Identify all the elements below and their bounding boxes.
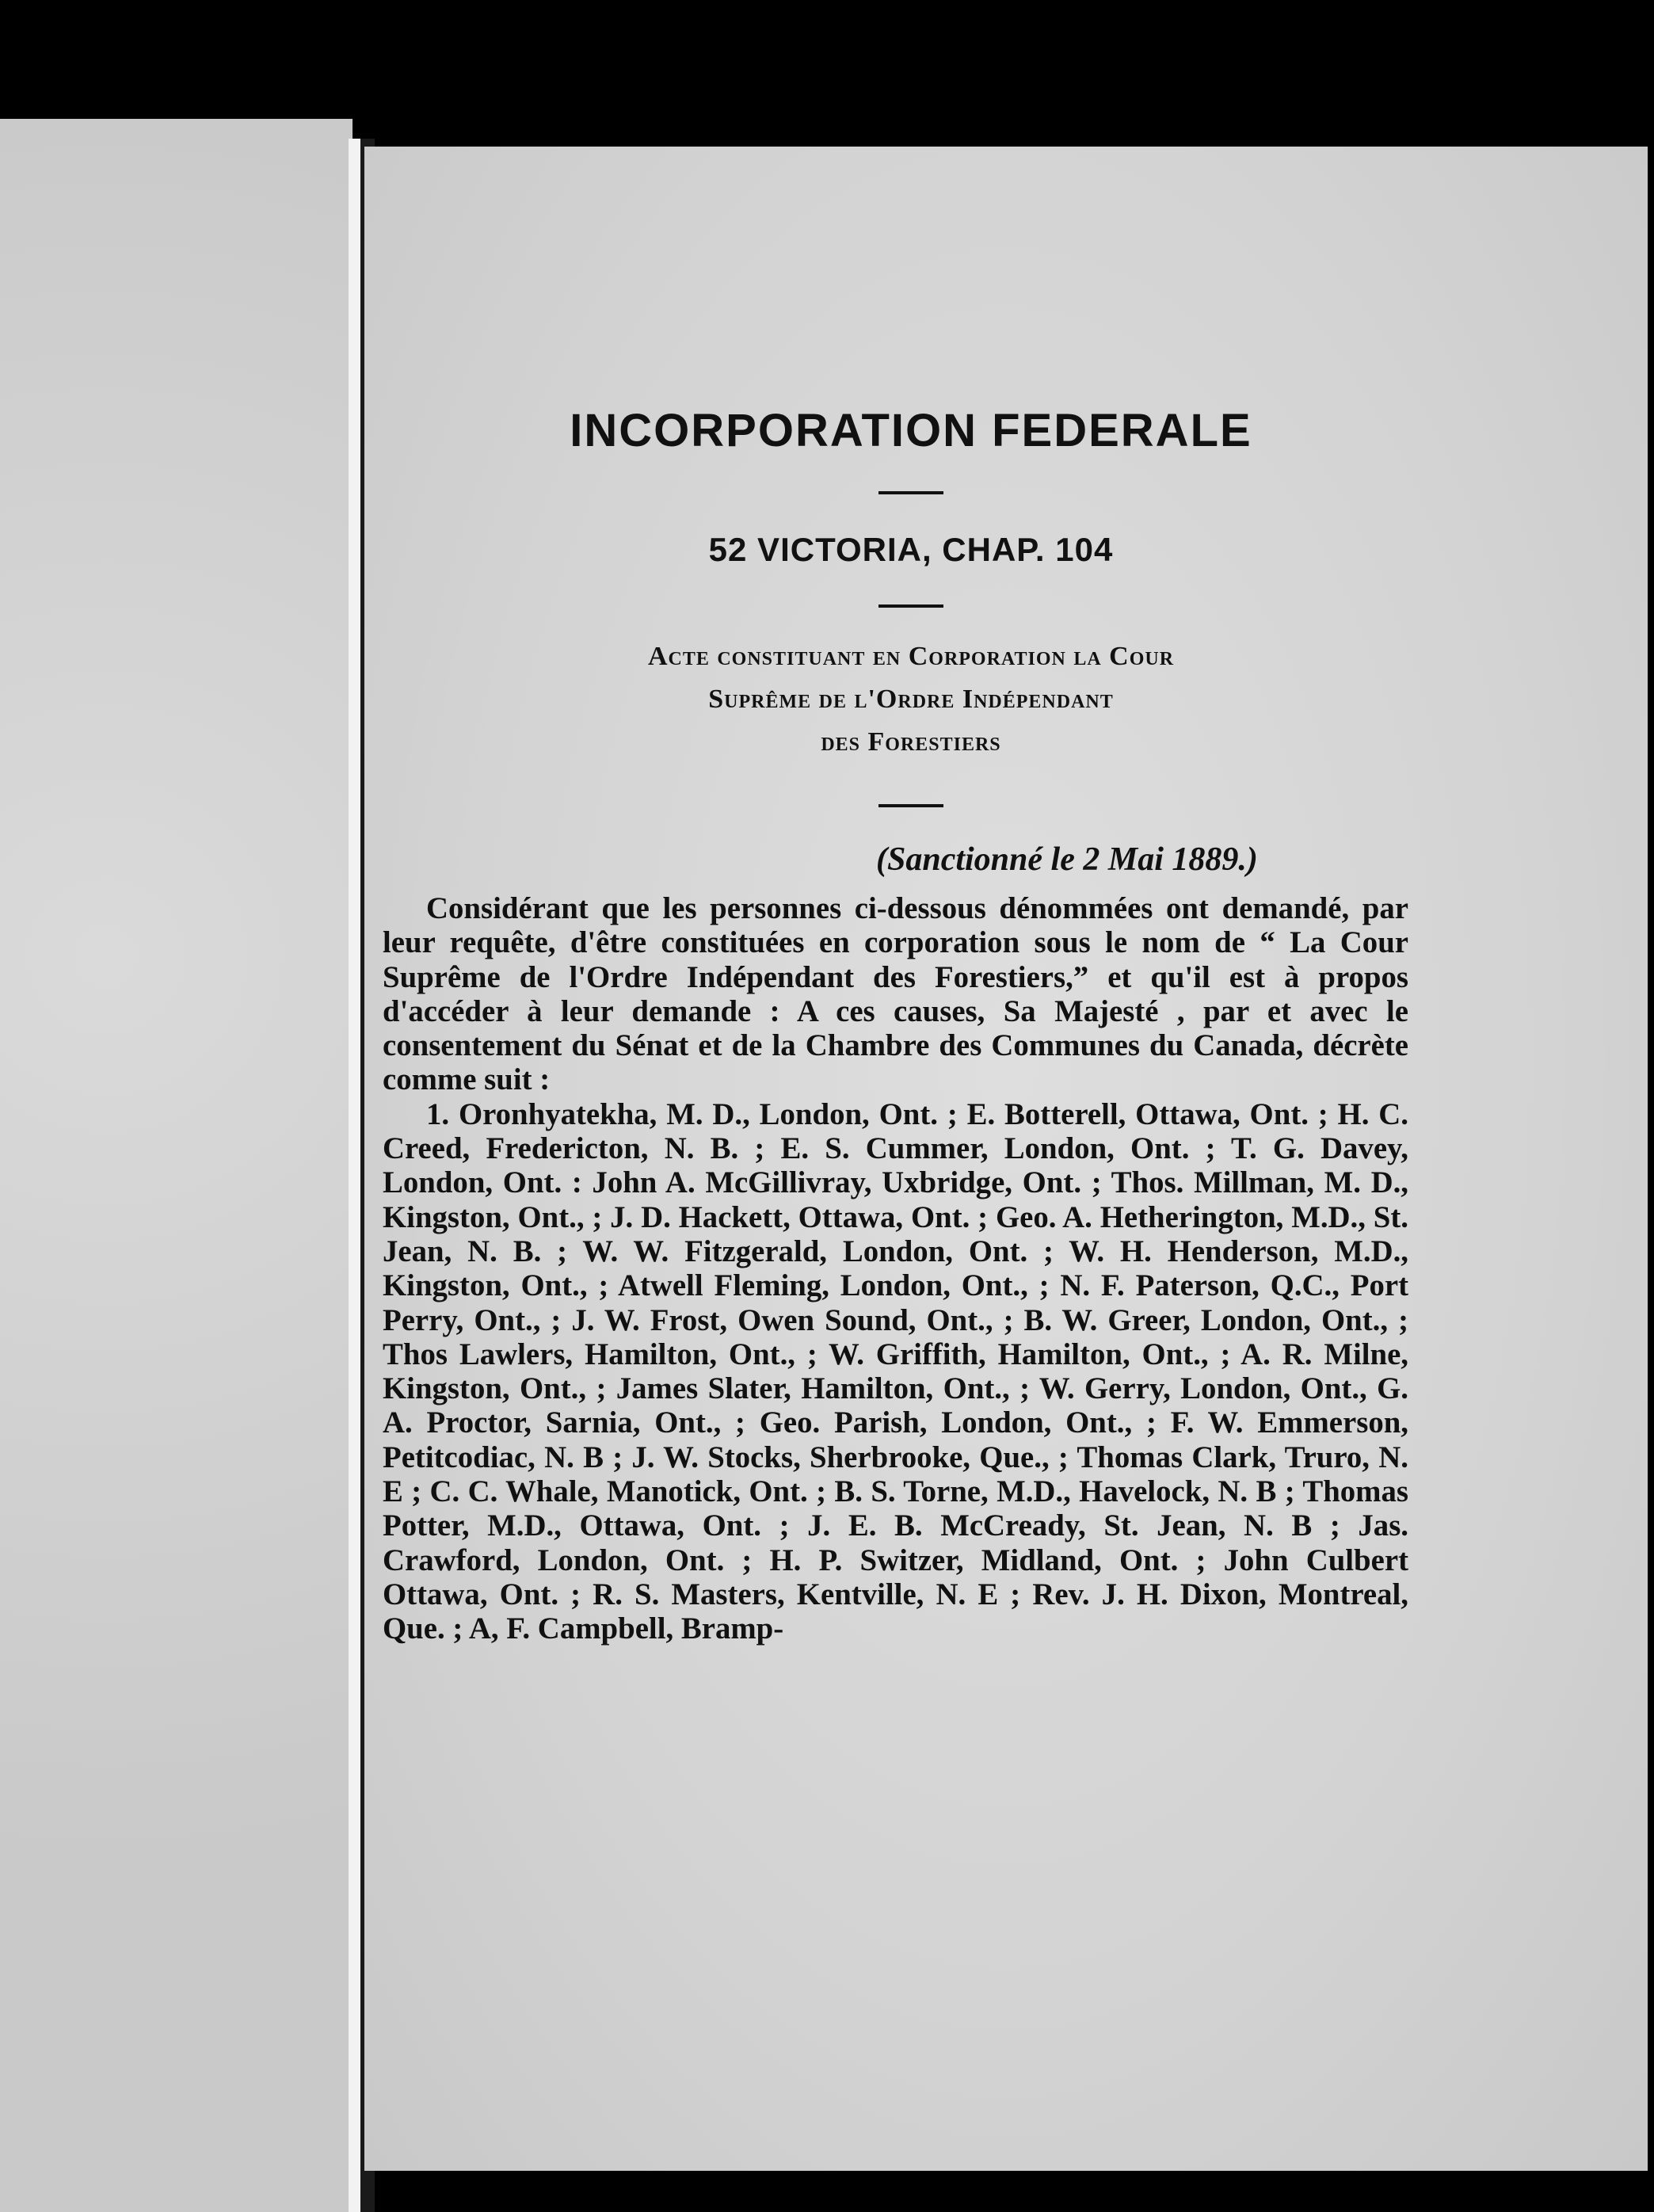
document-subtitle: 52 VICTORIA, CHAP. 104 — [708, 531, 1114, 568]
subtitle-divider — [878, 604, 943, 608]
document-page — [364, 147, 1648, 2171]
left-page — [0, 119, 353, 2212]
title-divider — [878, 491, 943, 494]
sanction-date: (Sanctionné le 2 Mai 1889.) — [876, 841, 1258, 878]
act-title-line-1: Acte constituant en Corporation la Cour — [647, 642, 1175, 671]
act-divider — [878, 804, 943, 807]
document-title: INCORPORATION FEDERALE — [570, 405, 1252, 456]
preamble-paragraph: Considérant que les personnes ci-dessous dénommées ont demandé, par leur requête, d'être constituées en corporation sous le nom de “ La Cour Suprême de l'Ordre Indépendant des Forestiers,” et qu'il est à propos d'accéder à leur demande : A ces causes, Sa Majesté , par et avec le consentement du Sénat et de la Chambre des Communes du Canada, décrète comme suit : — [383, 891, 1408, 1097]
act-title-line-2: Suprême de l'Ordre Indépendant — [708, 685, 1114, 714]
body-text — [383, 891, 1408, 1646]
act-title-line-3: des Forestiers — [821, 727, 1001, 757]
section-1-paragraph: 1. Oronhyatekha, M. D., London, Ont. ; E. Botterell, Ottawa, Ont. ; H. C. Creed, Fredericton, N. B. ; E. S. Cummer, London, Ont. ; T. G. Davey, London, Ont. : John A. McGillivray, Uxbridge, Ont. ; Thos. Millman, M. D., Kingston, Ont., ; J. D. Hackett, Ottawa, Ont. ; Geo. A. Hetherington, M.D., St. Jean, N. B. ; W. W. Fitzgerald, London, Ont. ; W. H. Henderson, M.D., Kingston, Ont., ; Atwell Fleming, London, Ont., ; N. F. Paterson, Q.C., Port Perry, Ont., ; J. W. Frost, Owen Sound, Ont., ; B. W. Greer, London, Ont., ; Thos Lawlers, Hamilton, Ont., ; W. Griffith, Hamilton, Ont., ; A. R. Milne, Kingston, Ont., ; James Slater, Hamilton, Ont., ; W. Gerry, London, Ont., G. A. Proctor, Sarnia, Ont., ; Geo. Parish, London, Ont., ; F. W. Emmerson, Petitcodiac, N. B ; J. W. Stocks, Sherbrooke, Que., ; Thomas Clark, Truro, N. E ; C. C. Whale, Manotick, Ont. ; B. S. Torne, M.D., Havelock, N. B ; Thomas Potter, M.D., Ottawa, Ont. ; J. E. B. McCready, St. Jean, N. B ; Jas. Crawford, London, Ont. ; H. P. Switzer, Midland, Ont. ; John Culbert Ottawa, Ont. ; R. S. Masters, Kentville, N. E ; Rev. J. H. Dixon, Montreal, Que. ; A, F. Campbell, Bramp- — [383, 1096, 1408, 1646]
